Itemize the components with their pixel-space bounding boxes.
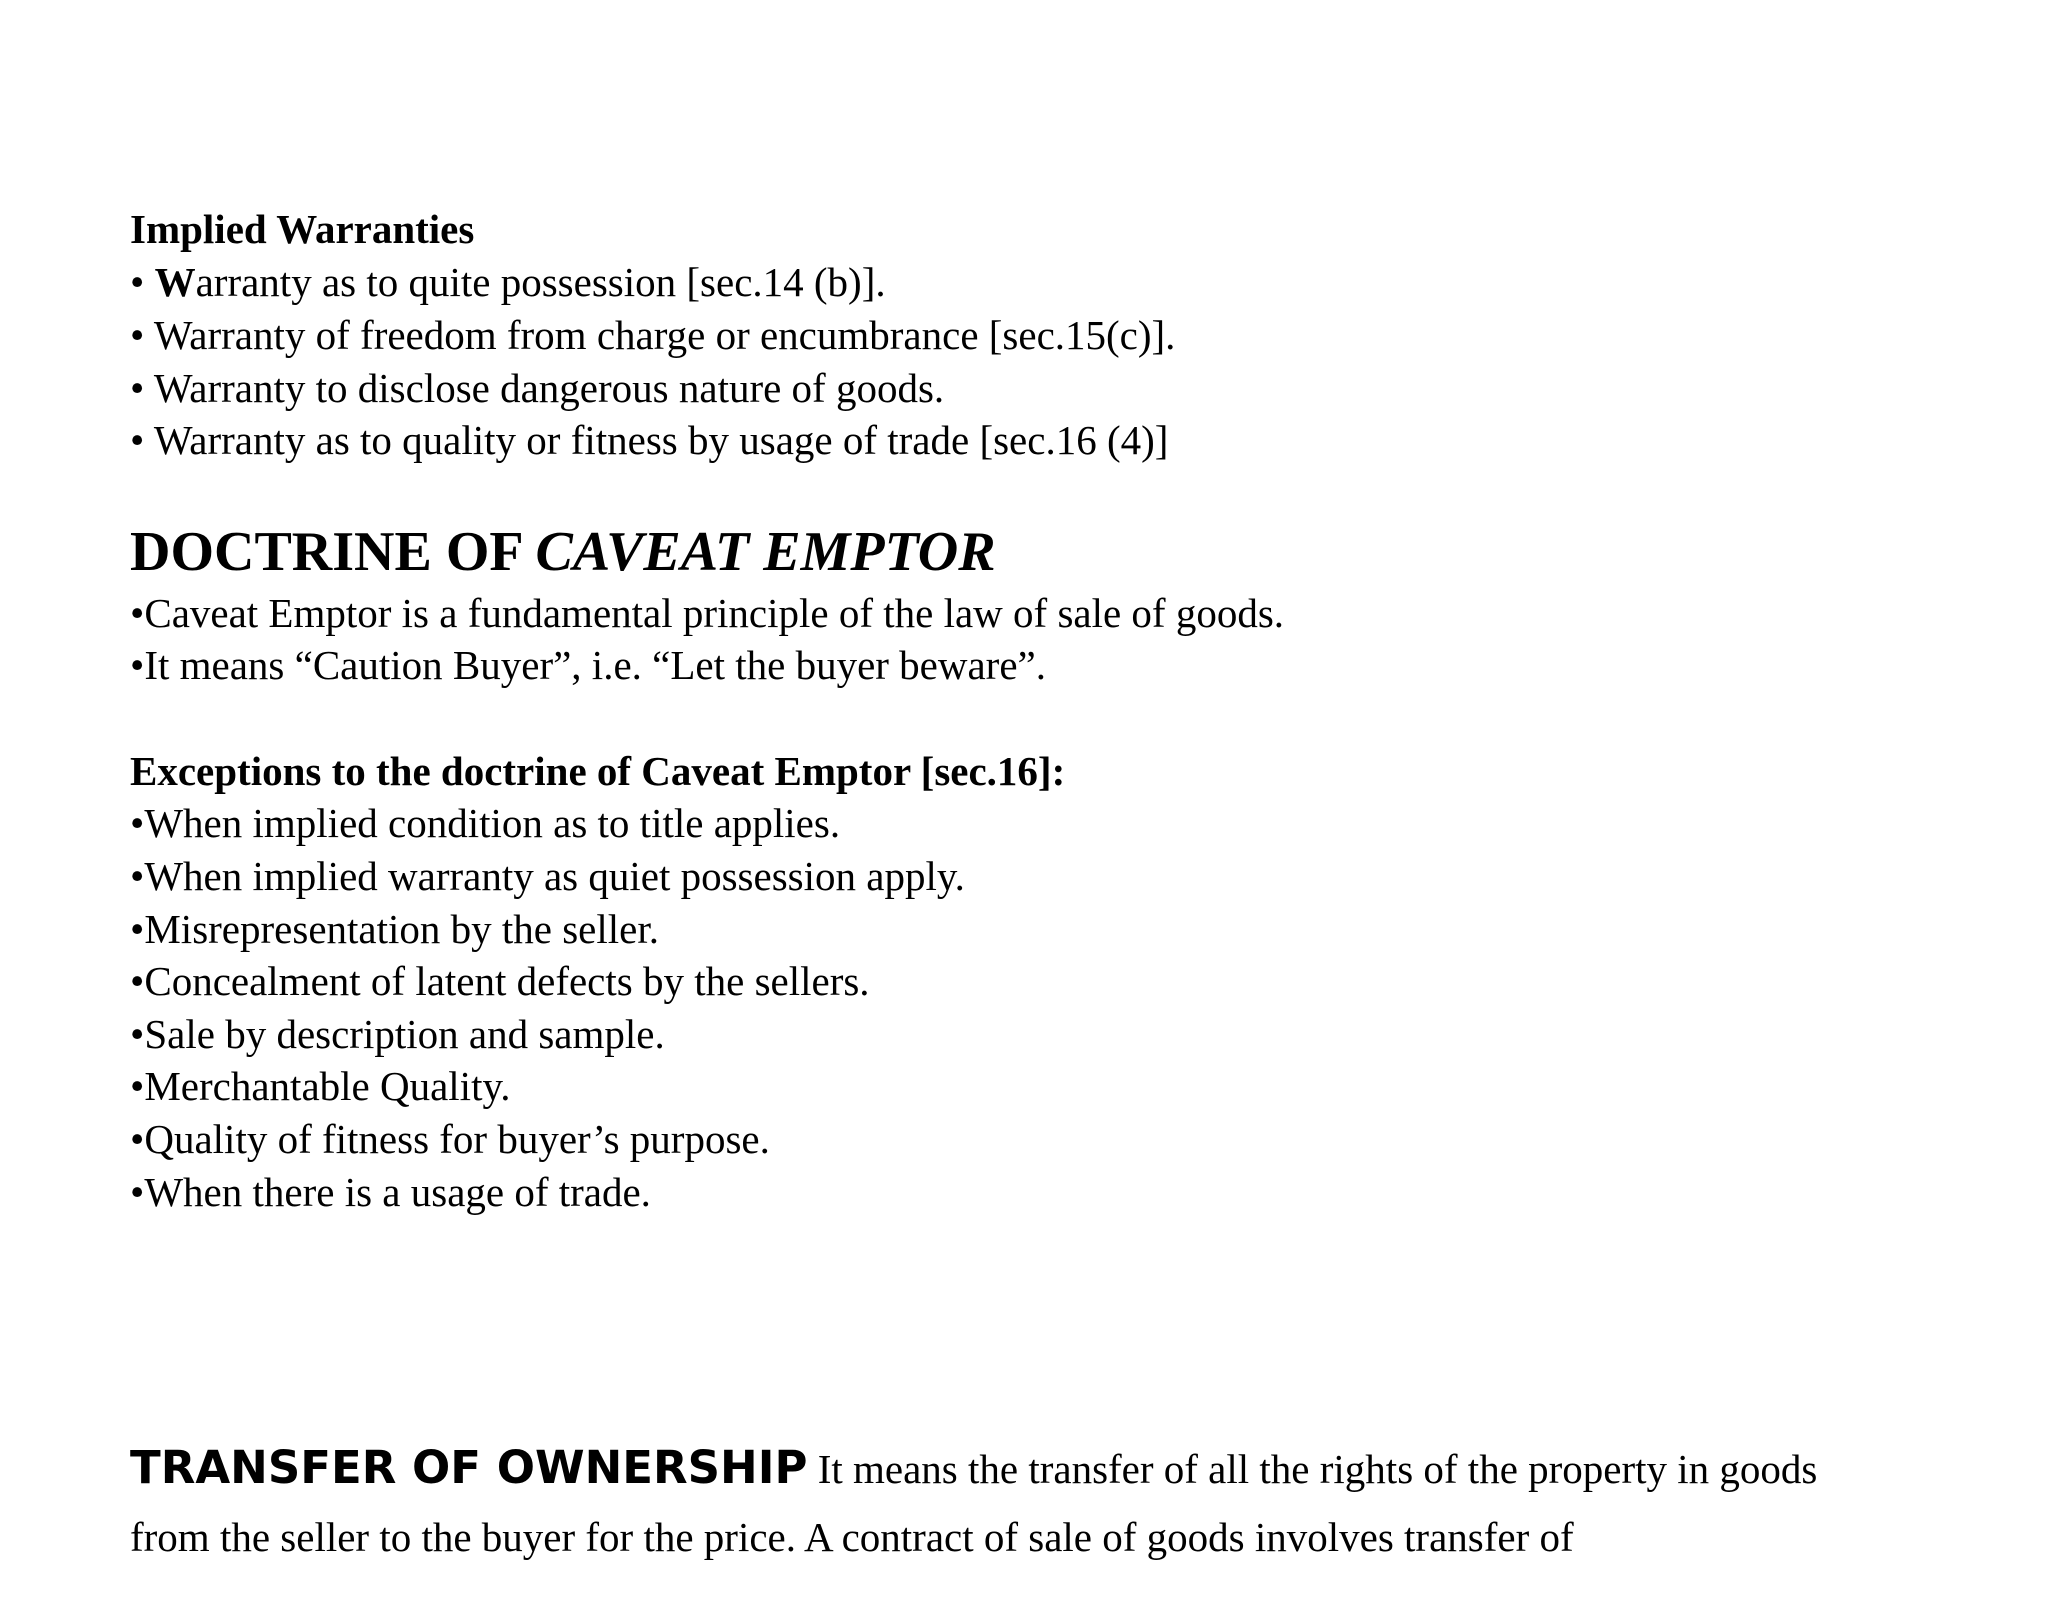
doctrine-heading-italic: CAVEAT EMPTOR xyxy=(535,521,996,583)
transfer-paragraph-line-1 xyxy=(130,1442,1817,1495)
doctrine-item: •It means “Caution Buyer”, i.e. “Let the buyer beware”. xyxy=(130,642,1046,688)
warranty-item-2 xyxy=(130,309,1175,361)
bullet: • xyxy=(130,312,154,358)
exception-item: •When there is a usage of trade. xyxy=(130,1169,651,1215)
transfer-text: It means the transfer of all the rights of the property in goods xyxy=(807,1446,1818,1492)
warranty-text: Warranty of freedom from charge or encumbrance [sec.15(c)]. xyxy=(153,312,1176,358)
transfer-heading: TRANSFER OF OWNERSHIP xyxy=(130,1441,808,1494)
bullet: • xyxy=(130,417,154,463)
bold-initial: W xyxy=(154,259,196,305)
warranty-text: Warranty to disclose dangerous nature of goods. xyxy=(153,365,945,411)
exception-item: •Concealment of latent defects by the sellers. xyxy=(130,958,870,1004)
warranty-text: Warranty as to quality or fitness by usage of trade [sec.16 (4)] xyxy=(153,417,1169,463)
exception-item: •Sale by description and sample. xyxy=(130,1011,665,1057)
exception-item: •Merchantable Quality. xyxy=(130,1063,511,1109)
bullet: • xyxy=(130,365,154,411)
doctrine-item: •Caveat Emptor is a fundamental principle of the law of sale of goods. xyxy=(130,590,1285,636)
exception-item: •When implied warranty as quiet possession apply. xyxy=(130,853,965,899)
implied-warranties-heading: Implied Warranties xyxy=(130,206,475,252)
doctrine-heading xyxy=(130,520,996,584)
exception-item: •When implied condition as to title applies. xyxy=(130,800,841,846)
exception-item: •Misrepresentation by the seller. xyxy=(130,906,659,952)
warranty-text: arranty as to quite possession [sec.14 (b)]. xyxy=(195,259,886,305)
warranty-item-1 xyxy=(130,256,886,308)
exception-item: •Quality of fitness for buyer’s purpose. xyxy=(130,1116,770,1162)
doctrine-heading-plain: DOCTRINE OF xyxy=(130,521,536,583)
bullet: • xyxy=(130,259,155,305)
warranty-item-4 xyxy=(130,414,1168,466)
transfer-paragraph-line-2: from the seller to the buyer for the price. A contract of sale of goods involves transfer of xyxy=(130,1514,1574,1560)
warranty-item-3 xyxy=(130,362,944,414)
exceptions-heading: Exceptions to the doctrine of Caveat Emptor [sec.16]: xyxy=(130,748,1066,794)
